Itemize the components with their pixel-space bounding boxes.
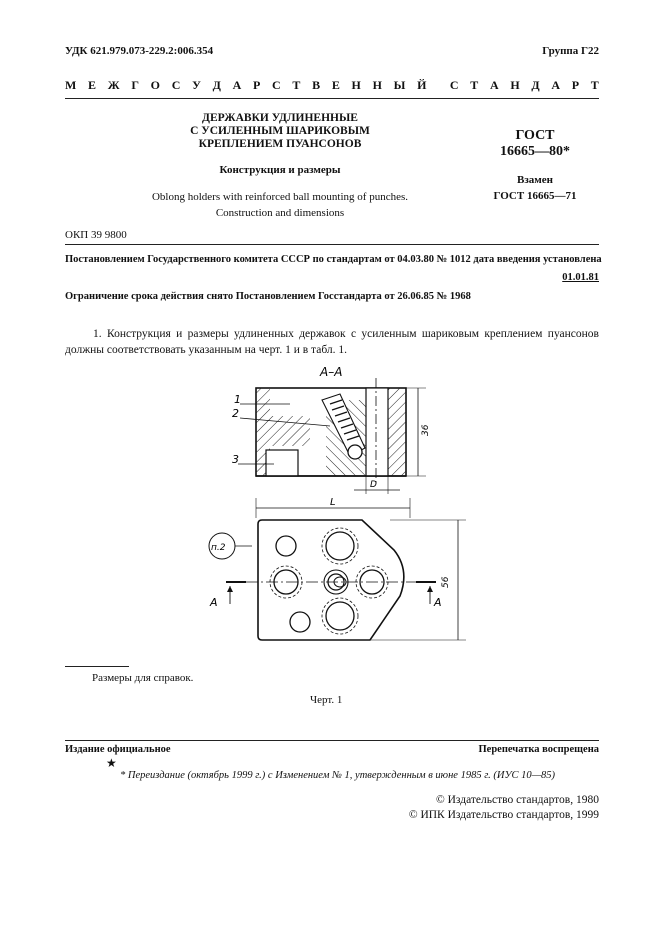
banner-letter: Т: [292, 78, 301, 92]
replaces-label: Взамен: [517, 174, 553, 186]
callout-2: 2: [232, 407, 239, 420]
banner-letter: А: [489, 78, 499, 92]
reissue-note: * Переиздание (октябрь 1999 г.) с Изменением № 1, утвержденным в июне 1985 г. (ИУС 10—85): [120, 770, 556, 781]
document-subtitle: Конструкция и размеры: [219, 164, 341, 176]
okp-code: ОКП 39 9800: [65, 229, 127, 241]
paragraph-1: 1. Конструкция и размеры удлиненных державок с усиленным шариковым креплением пуансонов должны соответствовать указанным на черт. 1 и в табл. 1.: [65, 328, 599, 356]
banner-letter: М: [65, 78, 77, 92]
note-callout: п.2: [211, 543, 226, 553]
footnote: Размеры для справок.: [92, 672, 194, 684]
banner-letter: А: [551, 78, 561, 92]
star-icon: ★: [106, 756, 117, 770]
banner-letter: Н: [510, 78, 520, 92]
banner-letter: Р: [252, 78, 261, 92]
okp-rule: [65, 244, 599, 245]
limit-text: Ограничение срока действия снято Постановлением Госстандарта от 26.06.85 № 1968: [65, 291, 471, 302]
hatch-right: [388, 388, 406, 476]
dim-l-label: L: [330, 497, 336, 508]
technical-drawing: [190, 360, 480, 660]
banner-letter: Д: [212, 78, 221, 92]
footer-rule: [65, 740, 599, 741]
gost-label: ГОСТ: [515, 128, 555, 143]
section-label: А–А: [320, 365, 343, 379]
group-code: Группа Г22: [542, 45, 599, 57]
banner-letter: У: [192, 78, 201, 92]
udk-code: УДК 621.979.073-229.2:006.354: [65, 45, 214, 57]
banner-letter: А: [232, 78, 242, 92]
banner-letter: Т: [590, 78, 599, 92]
replaces-value: ГОСТ 16665—71: [493, 190, 577, 202]
copyright-1: © Издательство стандартов, 1980: [435, 794, 599, 806]
cut-label-right: А: [434, 596, 442, 609]
banner-letter: С: [171, 78, 181, 92]
section-view: [232, 365, 431, 494]
ball: [348, 445, 362, 459]
slot: [266, 450, 298, 476]
plan-view: [209, 497, 466, 640]
dim-56-label: 56: [441, 576, 451, 588]
reprint-label: Перепечатка воспрещена: [478, 744, 599, 755]
dim-36-label: 36: [421, 424, 431, 436]
decree-text: Постановлением Государственного комитета СССР по стандартам от 04.03.80 № 1012 дата введения установлена: [65, 254, 602, 265]
dim-d-label: D: [370, 480, 377, 490]
footnote-rule: [65, 666, 129, 667]
callout-3: 3: [232, 453, 239, 466]
cut-label-left: А: [210, 596, 218, 609]
english-title: [120, 189, 440, 221]
bore: [366, 388, 388, 476]
decree-date: 01.01.81: [562, 272, 599, 283]
banner-letter: С: [272, 78, 281, 92]
banner-letter: Р: [571, 78, 580, 92]
banner-letter: Н: [372, 78, 382, 92]
english-title-line: Oblong holders with reinforced ball mounting of punches.: [151, 191, 408, 203]
replaces-block: [470, 172, 600, 204]
title-line: С УСИЛЕННЫМ ШАРИКОВЫМ: [190, 125, 370, 137]
title-line: ДЕРЖАВКИ УДЛИНЕННЫЕ: [202, 112, 358, 124]
gost-number: 16665—80*: [500, 144, 570, 159]
banner-letter: Ы: [393, 78, 406, 92]
hatch-center-left: [270, 416, 310, 446]
figure-caption: Черт. 1: [310, 694, 343, 706]
english-title-line: Construction and dimensions: [215, 207, 345, 219]
banner-rule: [65, 98, 599, 99]
banner-letter: Е: [331, 78, 340, 92]
banner-letter: В: [312, 78, 321, 92]
title-line: КРЕПЛЕНИЕМ ПУАНСОНОВ: [198, 138, 362, 150]
edition-label: Издание официальное: [65, 744, 171, 755]
banner-letter: С: [449, 78, 459, 92]
banner-letter: Ж: [107, 78, 120, 92]
banner-letter: Т: [470, 78, 479, 92]
document-title: [150, 112, 410, 151]
banner-letter: Д: [531, 78, 540, 92]
banner-letter: Е: [88, 78, 97, 92]
banner-letter: О: [150, 78, 161, 92]
banner-letter: Й: [417, 78, 427, 92]
gost-number-block: [470, 128, 600, 160]
banner-letter: Н: [351, 78, 361, 92]
banner-letter: Г: [131, 78, 139, 92]
standard-banner: [65, 78, 599, 93]
copyright-2: © ИПК Издательство стандартов, 1999: [408, 809, 599, 821]
callout-1: 1: [234, 393, 241, 406]
